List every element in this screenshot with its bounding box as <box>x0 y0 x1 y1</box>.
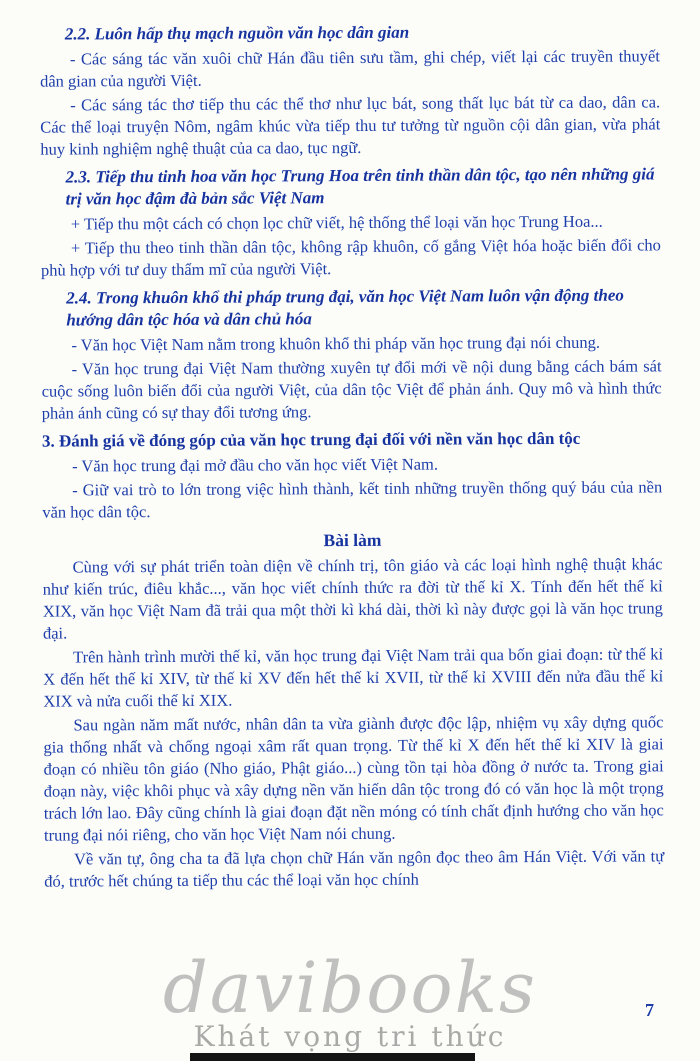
paragraph: - Giữ vai trò to lớn trong việc hình thành, kết tinh những truyền thống quý báu của nền văn học dân tộc. <box>42 477 663 522</box>
paragraph: Trên hành trình mười thế kỉ, văn học trung đại Việt Nam trải qua bốn giai đoạn: từ thế kỉ X đến hết thế kỉ XIV, từ thế kỉ XV đến hết thế kỉ XVII, từ thế kỉ XVIII đến nửa đầu thế kỉ XIX và nửa cuối thế kỉ XIX. <box>43 644 664 711</box>
paragraph: + Tiếp thu một cách có chọn lọc chữ viết, hệ thống thể loại văn học Trung Hoa... <box>70 211 603 234</box>
watermark-slogan: Khát vọng tri thức <box>193 1020 507 1053</box>
paragraph: Cùng với sự phát triển toàn diện về chính trị, tôn giáo và các loại hình nghệ thuật khác như kiến trúc, điêu khắc..., văn học viết chính thức ra đời từ thế kỉ X. Tính đến hết thế kỉ XIX, văn học Việt Nam đã trải qua một thời kì khá dài, thời kì này được gọi là văn học trung đại. <box>42 554 663 643</box>
watermark-brand: davibooks <box>163 947 537 1029</box>
heading-bold: 3. Đánh giá về đóng góp của văn học trung đại đối với nền văn học dân tộc <box>41 428 581 451</box>
paragraph: - Văn học trung đại mở đầu cho văn học viết Việt Nam. <box>72 454 439 476</box>
heading-italic: 2.2. Luôn hấp thụ mạch nguồn văn học dân gian <box>64 22 410 44</box>
heading-italic: 2.3. Tiếp thu tinh hoa văn học Trung Hoa trên tinh thần dân tộc, tạo nên những giá trị văn học đậm đà bản sắc Việt Nam <box>65 164 655 209</box>
page-content <box>40 14 665 894</box>
paragraph: - Các sáng tác văn xuôi chữ Hán đầu tiên sưu tầm, ghi chép, viết lại các truyền thuyết dân gian của người Việt. <box>39 46 660 91</box>
center-title: Bài làm <box>323 529 382 551</box>
heading-italic: 2.4. Trong khuôn khổ thi pháp trung đại, văn học Việt Nam luôn vận động theo hướng dân tộc hóa và dân chủ hóa <box>66 285 624 330</box>
paragraph: Sau ngàn năm mất nước, nhân dân ta vừa giành được độc lập, nhiệm vụ xây dựng quốc gia thống nhất và chống ngoại xâm rất quan trọng. Từ thế kỉ X đến hết thế kỉ XIV là giai đoạn có nhiều tôn giáo (Nho giáo, Phật giáo...) cùng tồn tại hòa đồng ở nước ta. Trong giai đoạn này, việc khôi phục và xây dựng nền văn hiến dân tộc trong đó có văn học là một trọng trách lớn lao. Đây cũng chính là giai đoạn đặt nền móng có tính chất định hướng cho văn học trung đại nói riêng, cho văn học Việt Nam nói chung. <box>43 712 664 845</box>
scan-edge-artifact <box>190 1053 475 1061</box>
paragraph: - Văn học trung đại Việt Nam thường xuyên tự đổi mới về nội dung bằng cách bám sát cuộc sống luôn biến đổi của người Việt, của dân tộc Việt để phản ánh. Quy mô và hình thức phản ánh cũng có sự thay đổi tương ứng. <box>41 356 662 423</box>
paragraph: + Tiếp thu theo tinh thần dân tộc, không rập khuôn, cố gắng Việt hóa hoặc biến đổi cho phù hợp với tư duy thẩm mĩ của người Việt. <box>40 235 661 280</box>
paragraph: - Văn học Việt Nam nằm trong khuôn khổ thi pháp văn học trung đại nói chung. <box>71 332 601 355</box>
paragraph: Về văn tự, ông cha ta đã lựa chọn chữ Hán văn ngôn đọc theo âm Hán Việt. Với văn tự đó, trước hết chúng ta tiếp thu các thể loại văn học chính <box>44 846 665 891</box>
page-number: 7 <box>645 1000 654 1020</box>
paragraph: - Các sáng tác thơ tiếp thu các thể thơ như lục bát, song thất lục bát từ ca dao, dân ca. Các thể loại truyện Nôm, ngâm khúc vừa tiếp thu tư tưởng từ nguồn cội dân gian, vừa phát huy kinh nghiệm nghệ thuật của ca dao, tục ngữ. <box>40 92 661 159</box>
